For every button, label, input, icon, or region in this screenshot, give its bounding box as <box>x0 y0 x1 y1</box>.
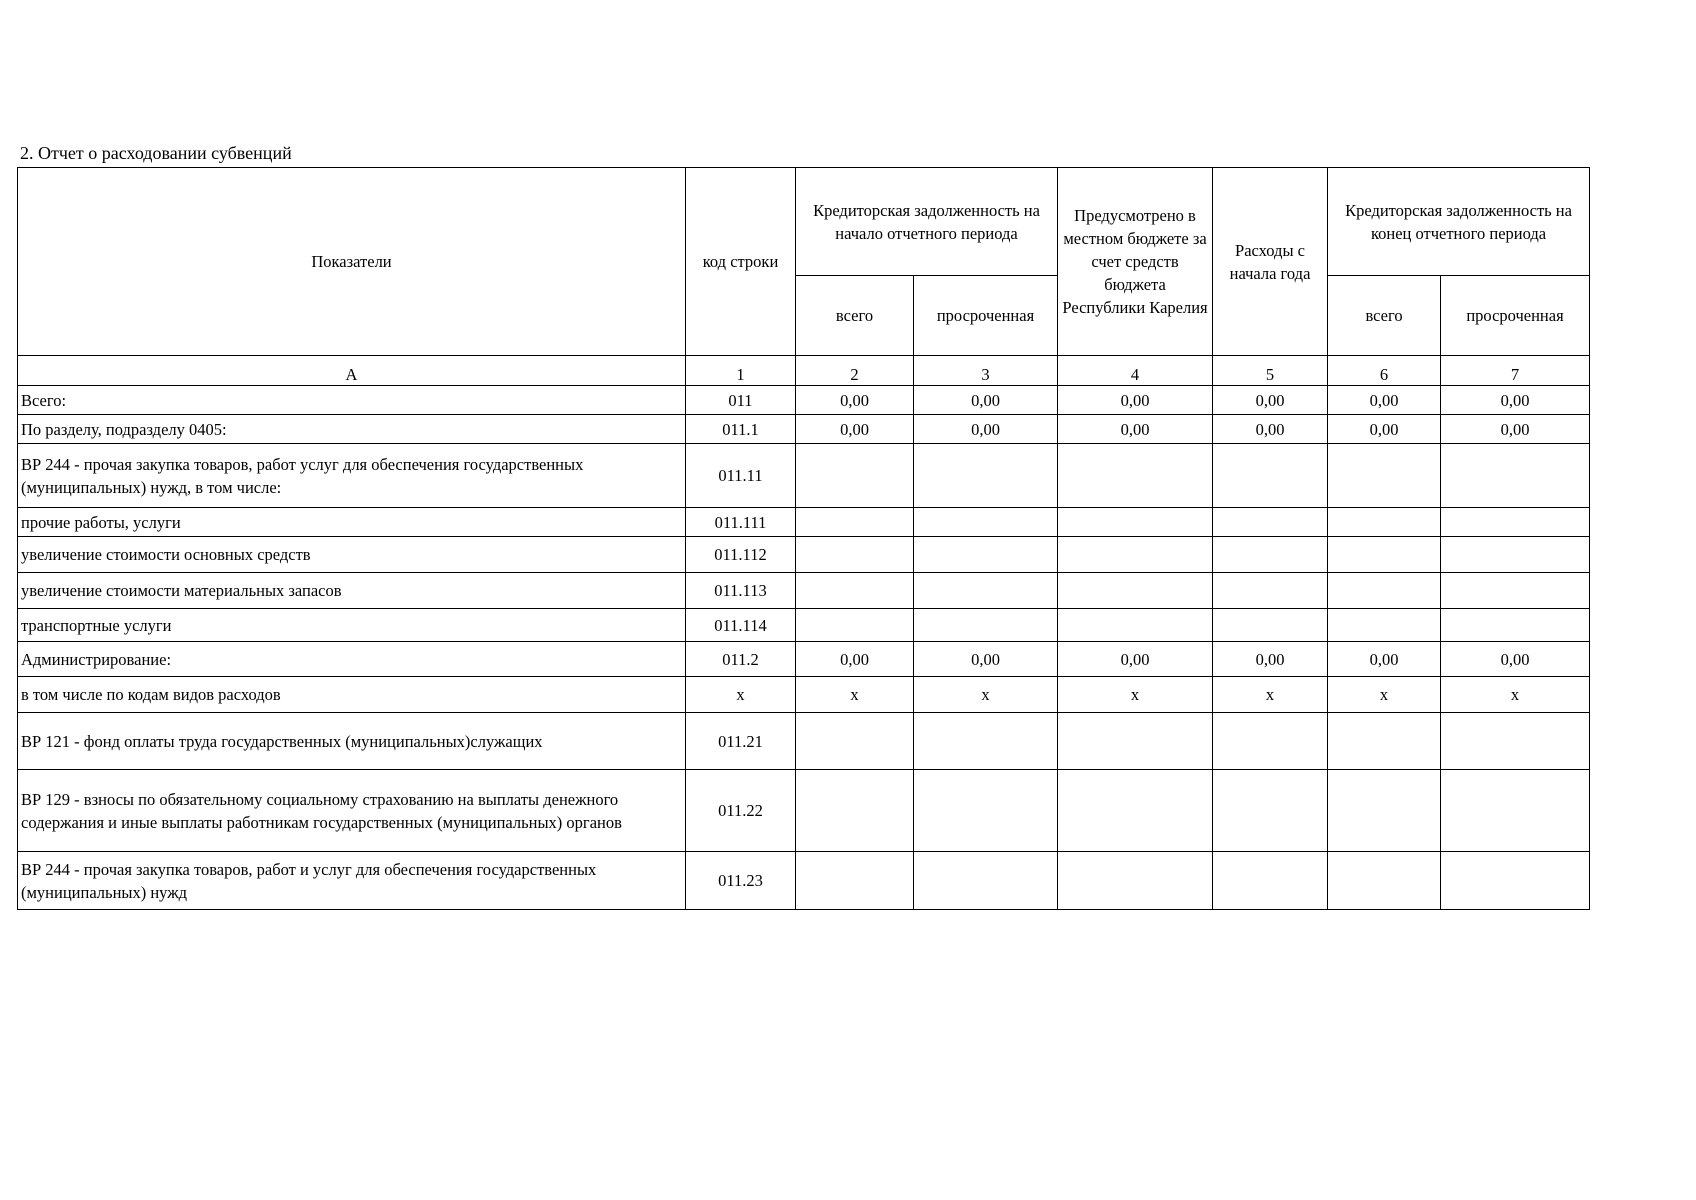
table-row <box>18 677 1590 713</box>
row-indicator: Администрирование: <box>18 642 686 677</box>
column-number: 1 <box>686 356 796 386</box>
header-line-code: код строки <box>686 168 796 356</box>
row-value: 0,00 <box>1441 415 1590 444</box>
row-value <box>914 852 1058 910</box>
row-indicator: ВР 244 - прочая закупка товаров, работ и услуг для обеспечения государственных (муниципальных) нужд <box>18 852 686 910</box>
row-value <box>1441 508 1590 537</box>
row-value <box>1058 444 1213 508</box>
table-row <box>18 537 1590 573</box>
row-value: 0,00 <box>914 642 1058 677</box>
row-value <box>796 770 914 852</box>
table-row <box>18 609 1590 642</box>
table-row <box>18 770 1590 852</box>
row-code: 011.21 <box>686 713 796 770</box>
row-value <box>1328 770 1441 852</box>
row-value <box>1441 713 1590 770</box>
row-value: 0,00 <box>914 415 1058 444</box>
column-number: 5 <box>1213 356 1328 386</box>
row-value <box>1328 573 1441 609</box>
row-indicator: Всего: <box>18 386 686 415</box>
row-value: 0,00 <box>1441 386 1590 415</box>
row-value <box>1213 508 1328 537</box>
row-value <box>1328 508 1441 537</box>
header-start-overdue: просроченная <box>914 276 1058 356</box>
table-row <box>18 852 1590 910</box>
row-value <box>1213 573 1328 609</box>
row-code: 011.1 <box>686 415 796 444</box>
row-value <box>796 852 914 910</box>
header-end-total: всего <box>1328 276 1441 356</box>
column-number: А <box>18 356 686 386</box>
row-value <box>796 508 914 537</box>
row-value <box>1328 852 1441 910</box>
row-value <box>1213 609 1328 642</box>
row-value: 0,00 <box>914 386 1058 415</box>
table-row <box>18 386 1590 415</box>
header-payables-start: Кредиторская задолженность на начало отчетного периода <box>796 168 1058 276</box>
row-value <box>796 444 914 508</box>
row-value <box>1213 852 1328 910</box>
row-value: 0,00 <box>1213 415 1328 444</box>
row-value <box>1441 573 1590 609</box>
row-value <box>914 444 1058 508</box>
row-value <box>1058 852 1213 910</box>
report-body <box>18 386 1590 910</box>
row-value <box>914 713 1058 770</box>
row-value: x <box>1328 677 1441 713</box>
row-code: 011.23 <box>686 852 796 910</box>
row-value: x <box>1213 677 1328 713</box>
row-value <box>1441 537 1590 573</box>
header-indicators: Показатели <box>18 168 686 356</box>
row-indicator: увеличение стоимости материальных запасов <box>18 573 686 609</box>
row-code: 011 <box>686 386 796 415</box>
header-payables-end: Кредиторская задолженность на конец отчетного периода <box>1328 168 1590 276</box>
row-code: 011.2 <box>686 642 796 677</box>
table-row <box>18 642 1590 677</box>
row-value <box>1058 573 1213 609</box>
row-value: 0,00 <box>1213 642 1328 677</box>
table-row <box>18 573 1590 609</box>
row-indicator: ВР 129 - взносы по обязательному социальному страхованию на выплаты денежного содержания и иные выплаты работникам государственных (муниципальных) органов <box>18 770 686 852</box>
row-value <box>1058 713 1213 770</box>
header-expenses: Расходы с начала года <box>1213 168 1328 356</box>
row-indicator: увеличение стоимости основных средств <box>18 537 686 573</box>
row-value <box>914 573 1058 609</box>
row-code: x <box>686 677 796 713</box>
column-number: 4 <box>1058 356 1213 386</box>
row-value: 0,00 <box>796 386 914 415</box>
row-code: 011.11 <box>686 444 796 508</box>
row-value <box>1058 770 1213 852</box>
table-row <box>18 713 1590 770</box>
row-code: 011.114 <box>686 609 796 642</box>
row-indicator: в том числе по кодам видов расходов <box>18 677 686 713</box>
row-value <box>1328 609 1441 642</box>
row-value <box>1328 537 1441 573</box>
row-value: 0,00 <box>1328 415 1441 444</box>
column-number: 3 <box>914 356 1058 386</box>
row-value <box>1328 713 1441 770</box>
row-indicator: прочие работы, услуги <box>18 508 686 537</box>
row-value: x <box>796 677 914 713</box>
row-value: 0,00 <box>1213 386 1328 415</box>
row-indicator: По разделу, подразделу 0405: <box>18 415 686 444</box>
row-value <box>1213 444 1328 508</box>
row-value <box>1058 537 1213 573</box>
column-number: 6 <box>1328 356 1441 386</box>
row-value <box>1328 444 1441 508</box>
table-row <box>18 444 1590 508</box>
row-value <box>914 770 1058 852</box>
row-value: 0,00 <box>1328 642 1441 677</box>
row-value <box>1213 770 1328 852</box>
row-value <box>1441 770 1590 852</box>
row-value: x <box>1441 677 1590 713</box>
row-indicator: ВР 244 - прочая закупка товаров, работ услуг для обеспечения государственных (муниципальных) нужд, в том числе: <box>18 444 686 508</box>
report-title: 2. Отчет о расходовании субвенций <box>20 143 292 163</box>
header-end-overdue: просроченная <box>1441 276 1590 356</box>
row-value <box>914 508 1058 537</box>
table-row <box>18 508 1590 537</box>
subvention-report-table <box>17 167 1590 910</box>
row-indicator: ВР 121 - фонд оплаты труда государственных (муниципальных)служащих <box>18 713 686 770</box>
header-start-total: всего <box>796 276 914 356</box>
row-value: x <box>914 677 1058 713</box>
row-value <box>914 537 1058 573</box>
row-value: 0,00 <box>796 642 914 677</box>
row-value: x <box>1058 677 1213 713</box>
row-indicator: транспортные услуги <box>18 609 686 642</box>
header-provided: Предусмотрено в местном бюджете за счет средств бюджета Республики Карелия <box>1058 168 1213 356</box>
row-value: 0,00 <box>796 415 914 444</box>
table-row <box>18 415 1590 444</box>
column-number: 7 <box>1441 356 1590 386</box>
row-code: 011.112 <box>686 537 796 573</box>
row-value: 0,00 <box>1328 386 1441 415</box>
row-value <box>1441 609 1590 642</box>
row-value <box>914 609 1058 642</box>
row-value <box>1441 852 1590 910</box>
row-value: 0,00 <box>1058 415 1213 444</box>
row-code: 011.111 <box>686 508 796 537</box>
row-value <box>1441 444 1590 508</box>
column-number: 2 <box>796 356 914 386</box>
row-value: 0,00 <box>1058 642 1213 677</box>
row-value: 0,00 <box>1058 386 1213 415</box>
row-value <box>796 537 914 573</box>
row-value <box>796 609 914 642</box>
row-value <box>1213 713 1328 770</box>
row-value <box>796 573 914 609</box>
row-code: 011.22 <box>686 770 796 852</box>
row-code: 011.113 <box>686 573 796 609</box>
row-value <box>1058 609 1213 642</box>
row-value <box>1213 537 1328 573</box>
column-numbers-row <box>18 356 1590 386</box>
row-value <box>796 713 914 770</box>
row-value: 0,00 <box>1441 642 1590 677</box>
row-value <box>1058 508 1213 537</box>
